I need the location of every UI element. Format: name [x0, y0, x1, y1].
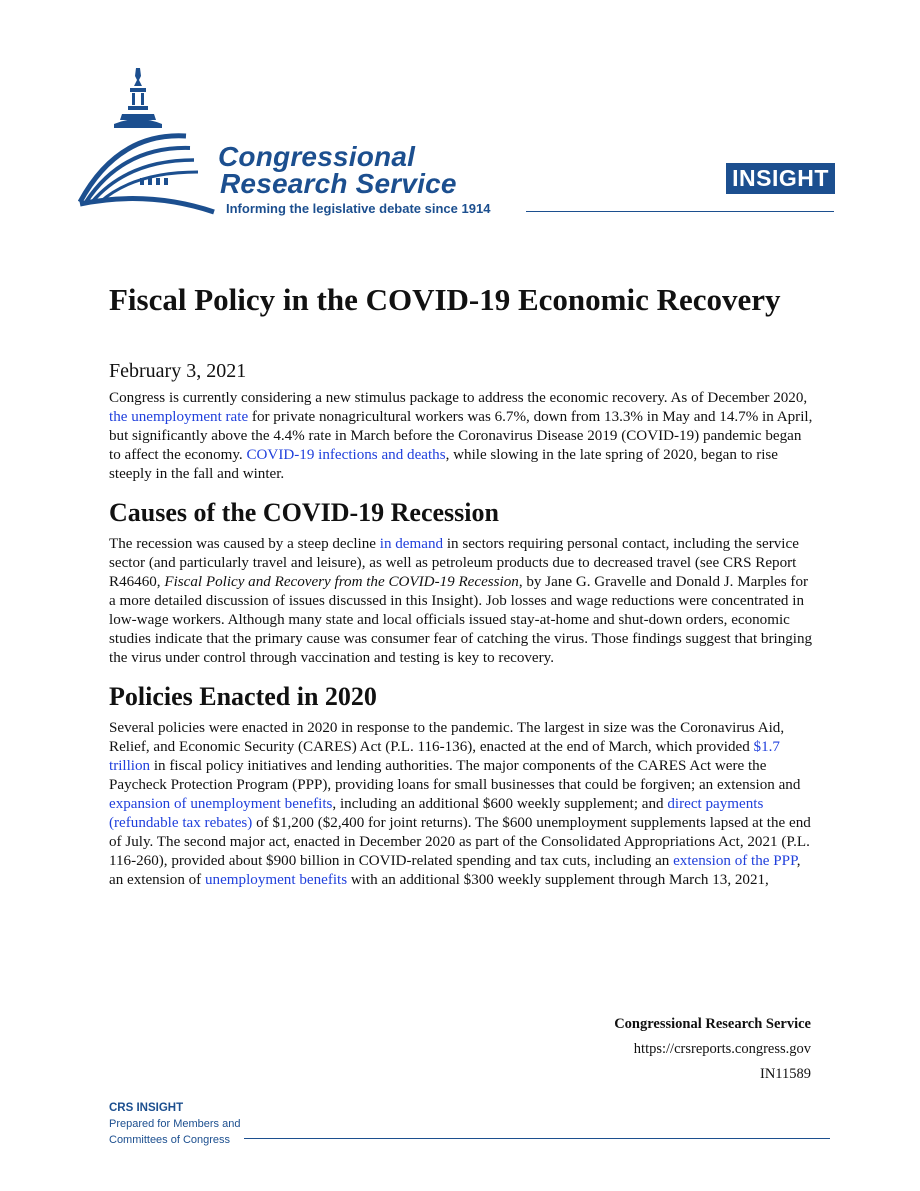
- publication-info: [614, 1014, 811, 1089]
- link-1-7-trillion[interactable]: $1.7 trillion: [109, 739, 780, 774]
- text-run: The recession was caused by a steep decline: [109, 536, 380, 552]
- capitol-dome-logo: [78, 62, 228, 217]
- intro-paragraph: [109, 389, 814, 484]
- page-header: [0, 0, 920, 230]
- brand-tagline: Informing the legislative debate since 1914: [226, 201, 491, 216]
- link-covid-infections[interactable]: COVID-19 infections and deaths: [246, 447, 446, 463]
- report-title: Fiscal Policy and Recovery from the COVID-19 Recession: [164, 574, 519, 590]
- link-unemployment-benefits[interactable]: unemployment benefits: [205, 872, 348, 888]
- footer-label: CRS INSIGHT: [109, 1102, 184, 1114]
- link-extension-ppp[interactable]: extension of the PPP: [673, 853, 797, 869]
- document-title: Fiscal Policy in the COVID-19 Economic Recovery: [109, 282, 781, 317]
- link-expansion-unemployment[interactable]: expansion of unemployment benefits: [109, 796, 333, 812]
- text-run: of $1,200 ($2,400 for joint returns). The $600 unemployment supplements lapsed at the end of July. The second major act, enacted in December 2020 as part of the Consolidated Appropriations Act, 2021 (P.L. 116-260), provided about $900 billion in COVID-related spending and tax cuts, including an: [109, 815, 811, 869]
- link-in-demand[interactable]: in demand: [379, 536, 444, 552]
- text-run: , an extension of: [109, 853, 801, 888]
- link-direct-payments[interactable]: direct payments (refundable tax rebates): [109, 796, 764, 831]
- page-footer: [109, 1100, 240, 1148]
- footer-line: Committees of Congress: [109, 1134, 231, 1146]
- brand-name-line1: Congressional: [218, 141, 416, 172]
- publisher-url[interactable]: https://crsreports.congress.gov: [633, 1041, 811, 1057]
- text-run: with an additional $300 weekly supplement through March 13, 2021,: [347, 872, 769, 888]
- text-run: in fiscal policy initiatives and lending authorities. The major components of the CARES Act were the Paycheck Protection Program (PPP), providing loans for small businesses that could be forgiven; an extension and: [109, 758, 801, 793]
- text-run: , by Jane G. Gravelle and Donald J. Marples for a more detailed discussion of issues discussed in this Insight). Job losses and wage reductions were concentrated in low-wage workers. Although many state and local officials issued stay-at-home and shut-down orders, economic studies indicate that the primary cause was consumer fear of catching the virus. Those findings suggest that bringing the virus under control through vaccination and testing is key to recovery.: [109, 574, 813, 666]
- header-rule: [526, 211, 834, 212]
- document-date: February 3, 2021: [109, 360, 247, 382]
- footer-rule: [244, 1138, 830, 1139]
- text-run: Congress is currently considering a new stimulus package to address the economic recovery. As of December 2020,: [109, 390, 808, 406]
- document-body: [109, 278, 814, 890]
- report-id: IN11589: [759, 1066, 811, 1082]
- policies-paragraph: [109, 719, 814, 890]
- link-unemployment-rate[interactable]: the unemployment rate: [109, 409, 249, 425]
- footer-line: Prepared for Members and: [109, 1118, 241, 1130]
- section-heading-causes: Causes of the COVID-19 Recession: [109, 498, 499, 527]
- brand-name-line2: Research Service: [220, 168, 457, 199]
- section-heading-policies: Policies Enacted in 2020: [109, 682, 377, 711]
- text-run: for private nonagricultural workers was 6.7%, down from 13.3% in May and 14.7% in April, but significantly above the 4.4% rate in March before the Coronavirus Disease 2019 (COVID-19) pandemic began to affect the economy.: [109, 409, 813, 463]
- causes-paragraph: [109, 535, 814, 668]
- text-run: , including an additional $600 weekly supplement; and: [332, 796, 668, 812]
- insight-badge: INSIGHT: [726, 163, 835, 194]
- text-run: in sectors requiring personal contact, including the service sector (and particularly travel and leisure), as well as petroleum products due to decreased travel (see CRS Report R46460,: [109, 536, 799, 590]
- text-run: , while slowing in the late spring of 2020, began to rise steeply in the fall and winter.: [109, 447, 779, 482]
- publisher-name: Congressional Research Service: [614, 1016, 811, 1032]
- text-run: Several policies were enacted in 2020 in response to the pandemic. The largest in size was the Coronavirus Aid, Relief, and Economic Security (CARES) Act (P.L. 116-136), enacted at the end of March, which provided: [109, 720, 785, 755]
